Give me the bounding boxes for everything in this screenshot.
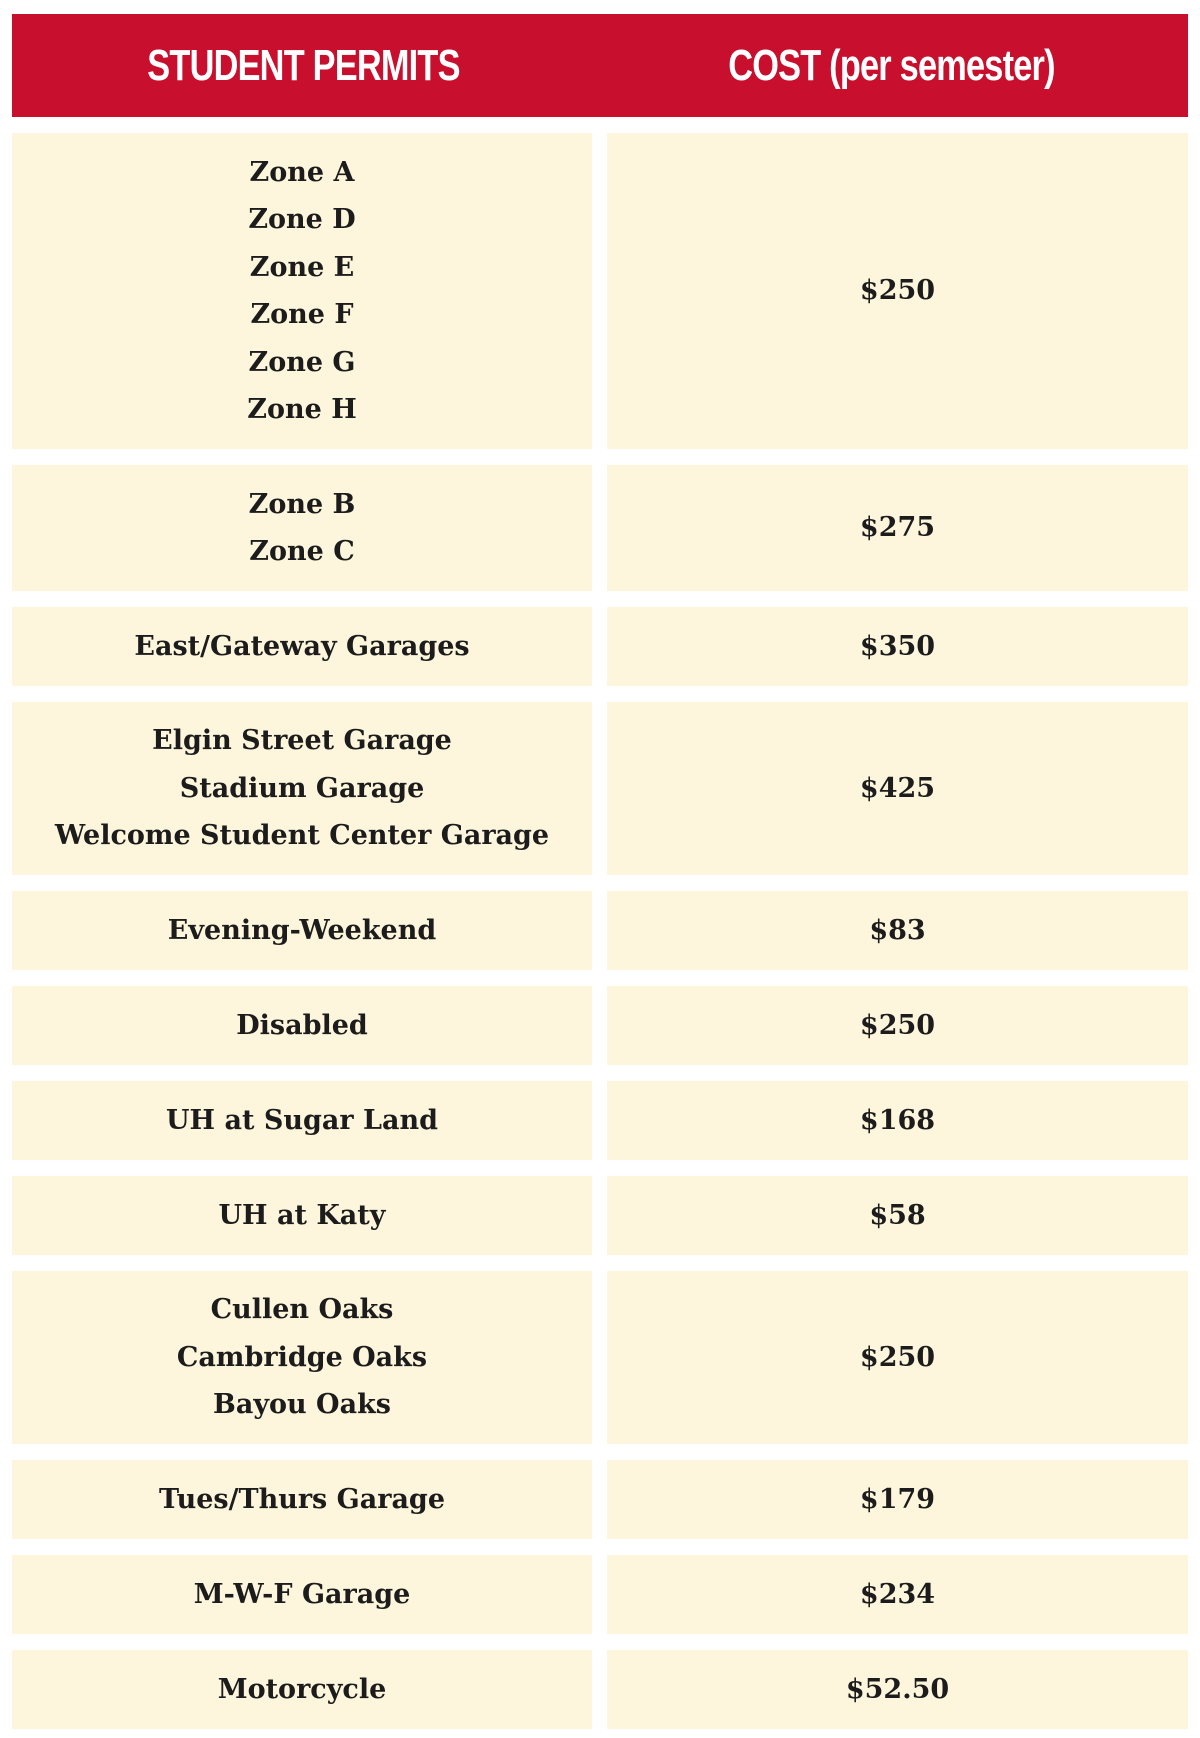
- permit-label: UH at Katy: [218, 1199, 386, 1231]
- permit-cell: [12, 1555, 592, 1634]
- permit-label: Zone F: [250, 299, 354, 330]
- header-student-permits: STUDENT PERMITS: [147, 40, 460, 90]
- cost-value: $58: [869, 1199, 926, 1231]
- cost-value: $179: [859, 1483, 936, 1515]
- permit-label: Zone A: [249, 156, 355, 188]
- cost-cell: [607, 986, 1188, 1065]
- permit-label: Motorcycle: [217, 1673, 387, 1705]
- cost-value: $250: [859, 1009, 936, 1041]
- permit-label: Stadium Garage: [179, 772, 425, 804]
- permit-label: M-W-F Garage: [193, 1578, 411, 1610]
- permit-cell: [12, 702, 592, 875]
- permit-label: Elgin Street Garage: [152, 725, 452, 757]
- permit-label: Cambridge Oaks: [176, 1341, 428, 1373]
- cost-cell: [607, 1650, 1188, 1729]
- cost-cell: [607, 891, 1188, 970]
- cost-value: $83: [869, 914, 926, 946]
- permit-label: Zone B: [248, 488, 356, 520]
- cost-cell: [607, 133, 1188, 449]
- cost-value: $168: [859, 1104, 936, 1136]
- permit-label: Zone C: [249, 536, 355, 567]
- permit-label: Evening-Weekend: [167, 914, 437, 946]
- permit-cell: [12, 891, 592, 970]
- permit-label: Zone G: [248, 346, 356, 378]
- cost-value: $250: [859, 1341, 936, 1373]
- permit-label: Disabled: [236, 1009, 368, 1041]
- permit-cell: [12, 1081, 592, 1160]
- cost-value: $234: [859, 1578, 936, 1610]
- cost-cell: [607, 1555, 1188, 1634]
- cost-value: $275: [859, 512, 936, 544]
- cost-cell: [607, 702, 1188, 875]
- permit-label: Zone E: [249, 251, 355, 283]
- permit-label: UH at Sugar Land: [166, 1104, 438, 1136]
- cost-cell: [607, 1460, 1188, 1539]
- permit-label: Zone H: [247, 394, 357, 425]
- permit-cell: [12, 1176, 592, 1255]
- permit-cell: [12, 465, 592, 591]
- permit-cell: [12, 1650, 592, 1729]
- permit-cell: [12, 607, 592, 686]
- permit-label: Bayou Oaks: [213, 1389, 391, 1421]
- permit-cell: [12, 1460, 592, 1539]
- cost-value: $52.50: [845, 1673, 950, 1705]
- cost-cell: [607, 1271, 1188, 1444]
- cost-cell: [607, 607, 1188, 686]
- permit-label: Welcome Student Center Garage: [54, 820, 550, 852]
- cost-cell: [607, 1176, 1188, 1255]
- permit-label: Zone D: [248, 204, 356, 235]
- permit-cell: [12, 133, 592, 449]
- cost-value: $350: [859, 630, 936, 662]
- permit-cell: [12, 986, 592, 1065]
- table-header: [12, 14, 1188, 117]
- header-cost: COST (per semester): [728, 40, 1055, 90]
- permit-label: East/Gateway Garages: [134, 630, 470, 662]
- cost-value: $250: [859, 275, 936, 307]
- cost-cell: [607, 465, 1188, 591]
- permit-cell: [12, 1271, 592, 1444]
- permit-label: Cullen Oaks: [210, 1294, 394, 1326]
- cost-value: $425: [859, 772, 936, 804]
- cost-cell: [607, 1081, 1188, 1160]
- permit-label: Tues/Thurs Garage: [159, 1483, 445, 1515]
